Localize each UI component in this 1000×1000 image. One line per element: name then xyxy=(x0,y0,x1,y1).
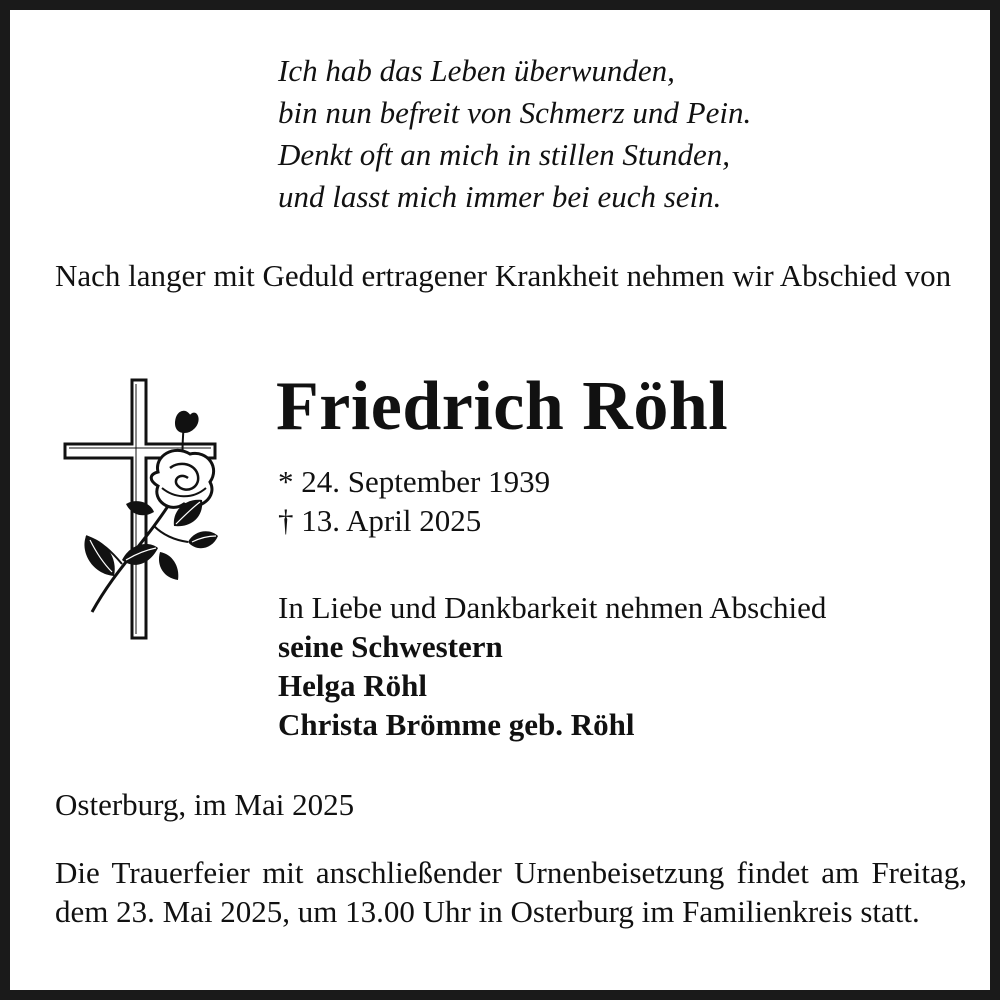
ceremony-text: Die Trauerfeier mit anschließender Urnenbeisetzung findet am Freitag, dem 23. Mai 2025, um 13.00 Uhr in Osterburg im Familienkreis statt. xyxy=(55,855,967,929)
mourner-name: Helga Röhl xyxy=(278,668,427,703)
poem xyxy=(278,50,918,218)
death-date: † 13. April 2025 xyxy=(278,503,482,538)
birth-date: * 24. September 1939 xyxy=(278,464,551,499)
mourners-intro: In Liebe und Dankbarkeit nehmen Abschied xyxy=(278,590,827,625)
poem-line: und lasst mich immer bei euch sein. xyxy=(278,179,722,214)
poem-line: Denkt oft an mich in stillen Stunden, xyxy=(278,137,731,172)
place-date: Osterburg, im Mai 2025 xyxy=(55,787,355,822)
intro-text: Nach langer mit Geduld ertragener Krankheit nehmen wir Abschied von xyxy=(55,258,952,293)
mourners-relation: seine Schwestern xyxy=(278,629,503,664)
poem-line: Ich hab das Leben überwunden, xyxy=(278,53,675,88)
cross-with-rose-icon xyxy=(62,376,222,644)
deceased-name: Friedrich Röhl xyxy=(276,368,729,445)
life-dates xyxy=(278,462,550,540)
poem-line: bin nun befreit von Schmerz und Pein. xyxy=(278,95,752,130)
mourner-name: Christa Brömme geb. Röhl xyxy=(278,707,635,742)
mourners xyxy=(278,588,826,744)
